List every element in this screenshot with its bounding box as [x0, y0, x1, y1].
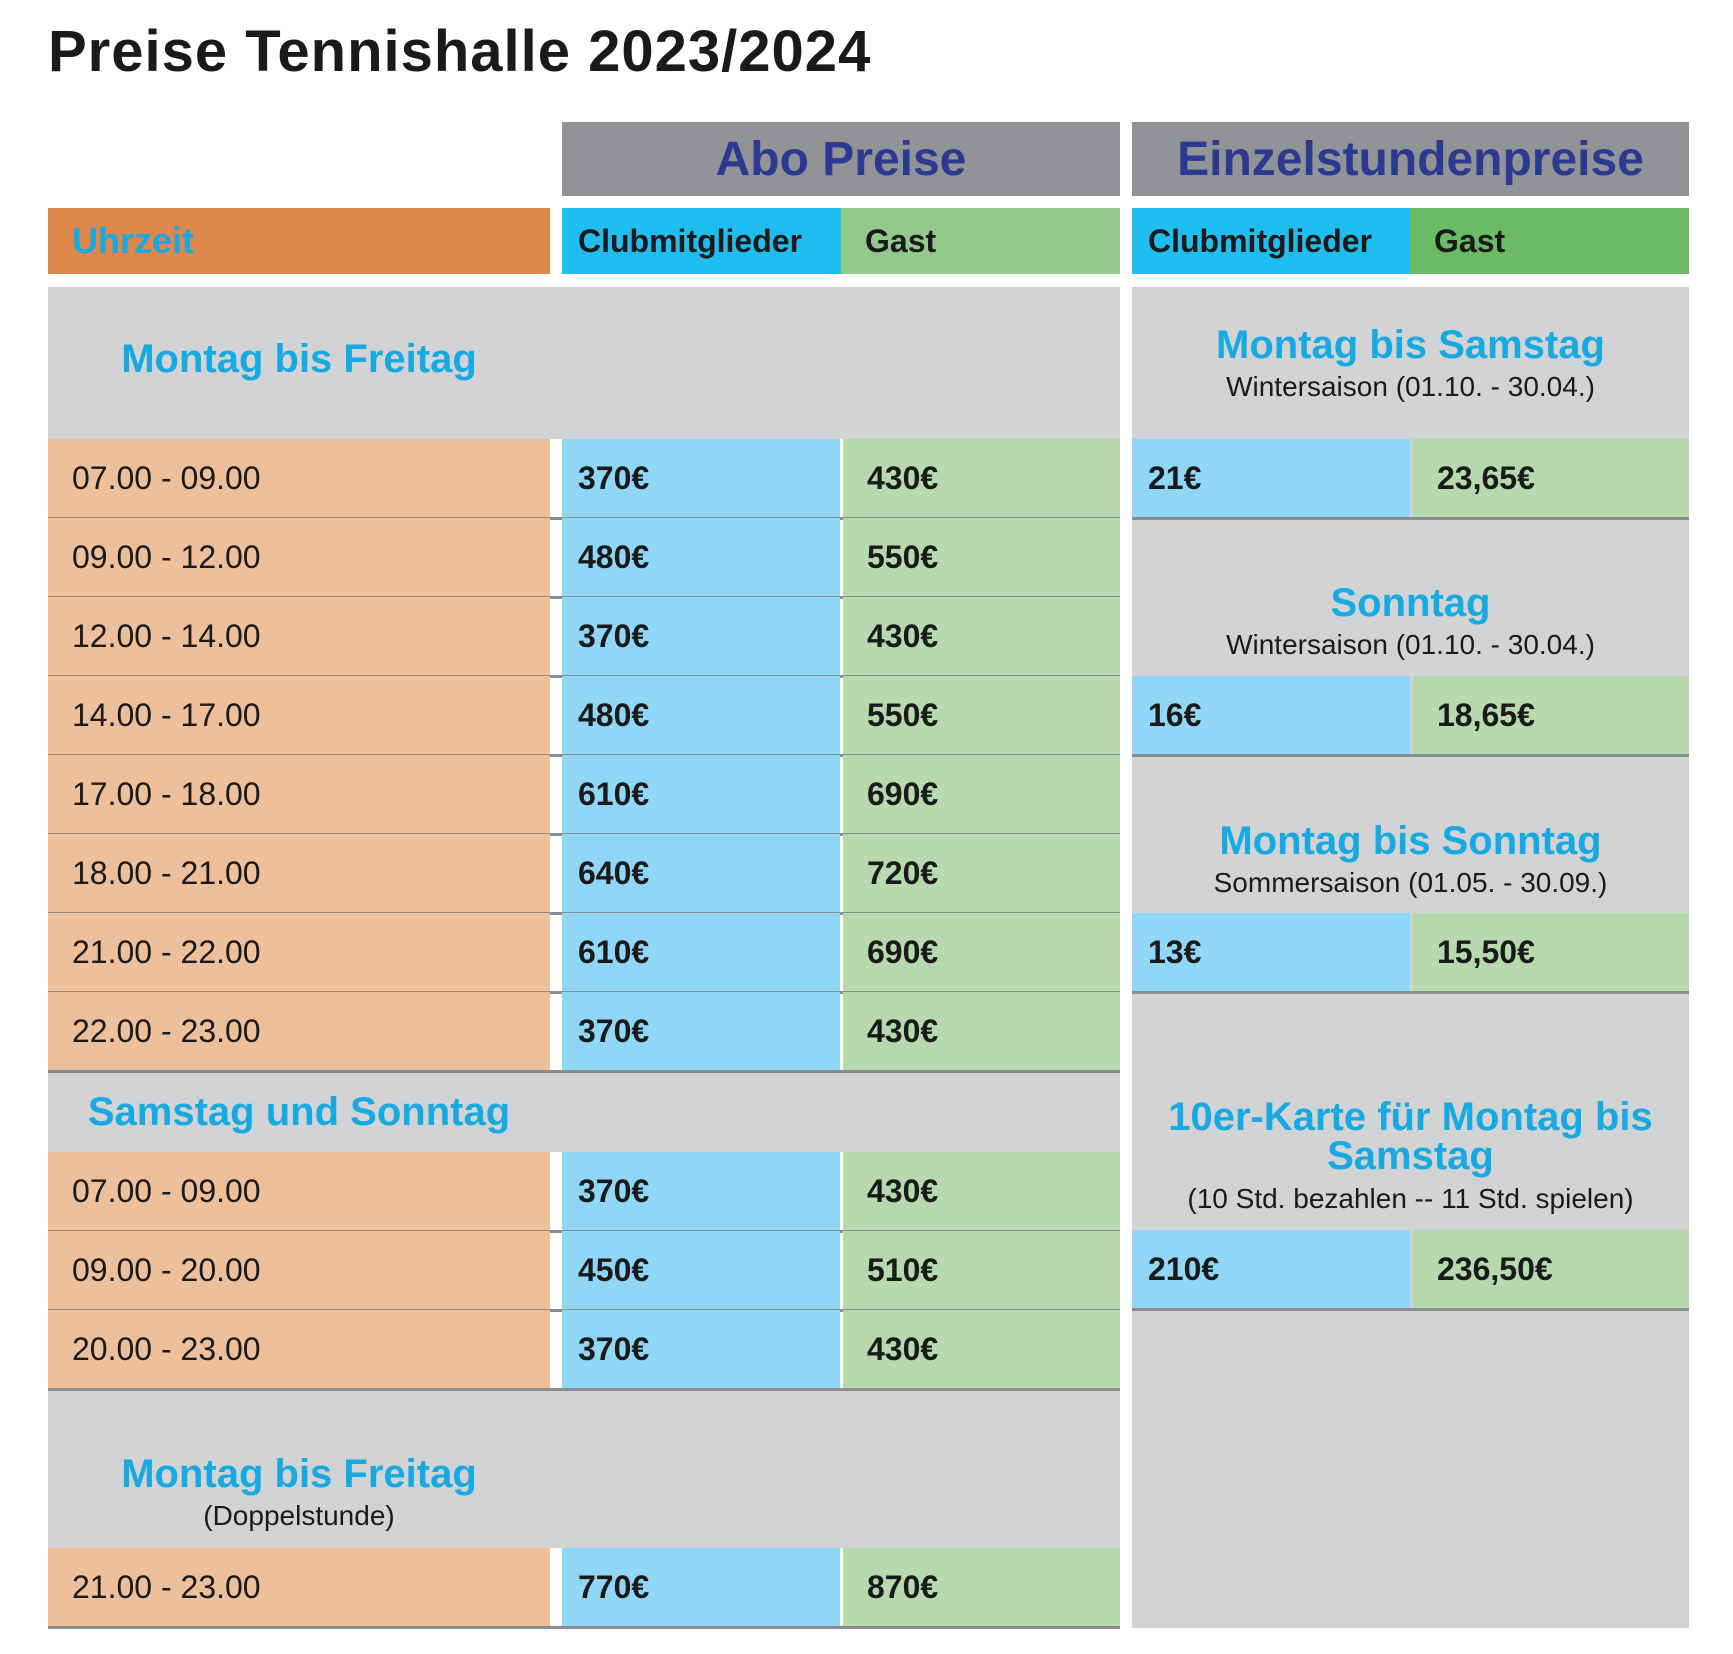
time-cell: 07.00 - 09.00	[48, 1152, 550, 1230]
time-cell: 07.00 - 09.00	[48, 439, 550, 517]
row-divider	[48, 1388, 1120, 1391]
einzel-member-header: Clubmitglieder	[1132, 208, 1410, 274]
time-cell: 20.00 - 23.00	[48, 1310, 550, 1388]
table-row	[48, 1548, 1120, 1628]
table-row	[48, 518, 1120, 598]
member-price-cell: 640€	[562, 834, 840, 912]
guest-price-cell: 550€	[843, 676, 1120, 754]
weekend-section-title: Samstag und Sonntag	[87, 1090, 511, 1134]
einzel-price-row	[1132, 1230, 1689, 1310]
einzel-guest-header: Gast	[1410, 208, 1689, 274]
table-row	[48, 755, 1120, 835]
guest-price-cell: 430€	[843, 1152, 1120, 1230]
weekday-section-title: Montag bis Freitag	[121, 337, 477, 381]
einzel-member-price: 13€	[1132, 913, 1410, 991]
einzel-price-row	[1132, 676, 1689, 756]
einzel-guest-price: 18,65€	[1413, 676, 1689, 754]
guest-price-cell: 690€	[843, 913, 1120, 991]
guest-price-cell: 550€	[843, 518, 1120, 596]
row-divider	[1132, 517, 1689, 520]
einzel-block-3-note: Sommersaison (01.05. - 30.09.)	[1213, 867, 1608, 898]
table-row	[48, 597, 1120, 677]
abo-guest-header: Gast	[841, 208, 1120, 274]
row-divider	[48, 1626, 1120, 1629]
einzel-guest-price: 236,50€	[1413, 1230, 1689, 1308]
time-cell: 14.00 - 17.00	[48, 676, 550, 754]
table-row	[48, 992, 1120, 1072]
member-price-cell: 770€	[562, 1548, 840, 1626]
uhrzeit-header: Uhrzeit	[48, 208, 550, 274]
table-row	[48, 1152, 1120, 1232]
guest-price-cell: 510€	[843, 1231, 1120, 1309]
double-section-block	[48, 1390, 1120, 1548]
einzel-block-1-note: Wintersaison (01.10. - 30.04.)	[1226, 371, 1595, 402]
time-cell: 17.00 - 18.00	[48, 755, 550, 833]
guest-price-cell: 870€	[843, 1548, 1120, 1626]
einzel-block-4-title-line1: 10er-Karte für Montag bis	[1168, 1095, 1653, 1139]
einzel-block-2-note: Wintersaison (01.10. - 30.04.)	[1226, 629, 1595, 660]
einzel-block-4-title-line2: Samstag	[1327, 1134, 1494, 1178]
member-price-cell: 370€	[562, 992, 840, 1070]
einzel-member-price: 210€	[1132, 1230, 1410, 1308]
abo-header: Abo Preise	[562, 122, 1120, 196]
abo-member-header: Clubmitglieder	[562, 208, 841, 274]
member-price-cell: 370€	[562, 439, 840, 517]
table-row	[48, 834, 1120, 914]
time-cell: 09.00 - 12.00	[48, 518, 550, 596]
member-price-cell: 610€	[562, 913, 840, 991]
time-cell: 18.00 - 21.00	[48, 834, 550, 912]
guest-price-cell: 430€	[843, 439, 1120, 517]
time-cell: 21.00 - 23.00	[48, 1548, 550, 1626]
einzel-block-1-title: Montag bis Samstag	[1216, 323, 1605, 367]
row-divider	[1132, 991, 1689, 994]
table-row	[48, 1231, 1120, 1311]
double-section-note: (Doppelstunde)	[203, 1500, 395, 1531]
einzel-block-3-title: Montag bis Sonntag	[1219, 819, 1602, 863]
member-price-cell: 480€	[562, 676, 840, 754]
einzel-block-2-title: Sonntag	[1330, 581, 1491, 625]
guest-price-cell: 430€	[843, 597, 1120, 675]
time-cell: 22.00 - 23.00	[48, 992, 550, 1070]
time-cell: 09.00 - 20.00	[48, 1231, 550, 1309]
row-divider	[1132, 754, 1689, 757]
guest-price-cell: 690€	[843, 755, 1120, 833]
row-divider	[1132, 1308, 1689, 1311]
weekday-section-block	[48, 287, 1120, 439]
table-row	[48, 1310, 1120, 1390]
member-price-cell: 450€	[562, 1231, 840, 1309]
einzel-guest-price: 15,50€	[1413, 913, 1689, 991]
row-divider	[48, 1070, 1120, 1073]
member-price-cell: 370€	[562, 597, 840, 675]
table-row	[48, 676, 1120, 756]
member-price-cell: 610€	[562, 755, 840, 833]
time-cell: 21.00 - 22.00	[48, 913, 550, 991]
einzel-header: Einzelstundenpreise	[1132, 122, 1689, 196]
table-row	[48, 913, 1120, 993]
time-cell: 12.00 - 14.00	[48, 597, 550, 675]
double-section-title: Montag bis Freitag	[121, 1452, 477, 1496]
einzel-guest-price: 23,65€	[1413, 439, 1689, 517]
einzel-member-price: 21€	[1132, 439, 1410, 517]
guest-price-cell: 430€	[843, 992, 1120, 1070]
einzel-member-price: 16€	[1132, 676, 1410, 754]
guest-price-cell: 720€	[843, 834, 1120, 912]
table-row	[48, 439, 1120, 519]
weekend-section-block	[48, 1072, 1120, 1152]
guest-price-cell: 430€	[843, 1310, 1120, 1388]
einzel-price-row	[1132, 913, 1689, 993]
page-title: Preise Tennishalle 2023/2024	[48, 19, 872, 84]
member-price-cell: 370€	[562, 1310, 840, 1388]
einzel-price-row	[1132, 439, 1689, 519]
member-price-cell: 480€	[562, 518, 840, 596]
einzel-block-4-note: (10 Std. bezahlen -- 11 Std. spielen)	[1187, 1183, 1634, 1214]
member-price-cell: 370€	[562, 1152, 840, 1230]
